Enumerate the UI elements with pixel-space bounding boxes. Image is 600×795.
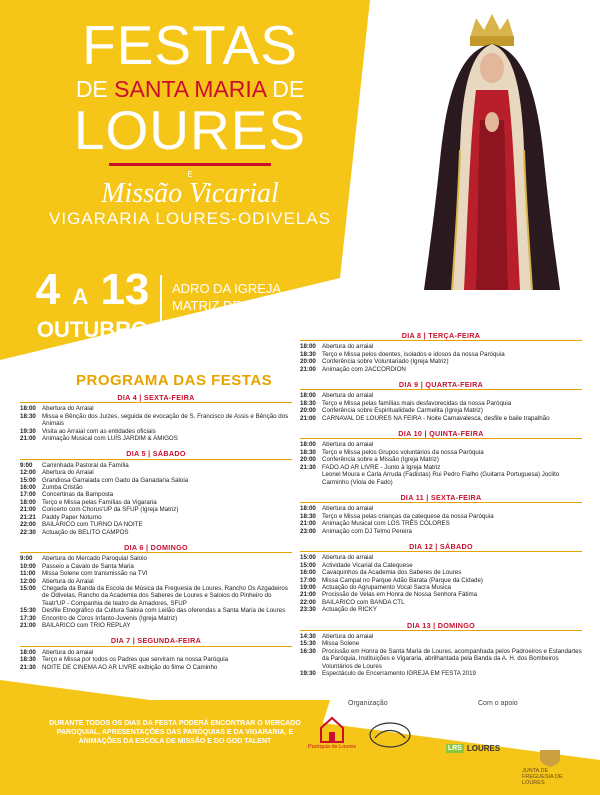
day-heading: DIA 11 | SEXTA-FEIRA: [300, 492, 582, 503]
event-description: Leonel Moura e Carla Arruda (Fadistas) Rui Pedro Fialho (Guitarra Portuguesa) Joclito Carminho (Viola de Fado): [322, 471, 560, 486]
event-description: FADO AO AR LIVRE - Junto à Igreja Matriz: [322, 463, 441, 471]
day-block: [300, 379, 582, 422]
event-description: Passeio a Cavalo de Santa Maria: [42, 562, 134, 570]
event-row: [300, 471, 582, 486]
event-time: 18:30: [20, 656, 36, 664]
event-description: Actuação de RICKY: [322, 606, 378, 614]
event-description: Paddy Paper Noturno: [42, 513, 102, 521]
event-description: Procissão de Velas em Honra de Nossa Senhora Fátima: [322, 591, 478, 599]
event-time: 22:00: [300, 598, 316, 606]
event-time: 18:30: [300, 448, 316, 456]
event-row: [20, 664, 292, 671]
event-time: 20:00: [300, 407, 316, 415]
day-heading: DIA 9 | QUARTA-FEIRA: [300, 379, 582, 390]
event-time: 21:00: [20, 435, 36, 443]
event-time: 18:00: [20, 405, 36, 413]
event-description: Caminhada Pastoral da Família: [42, 461, 129, 469]
event-description: Animação com 2ACCORDION: [322, 365, 406, 373]
event-time: 21:00: [300, 365, 316, 373]
event-time: 18:00: [300, 392, 316, 400]
event-description: Conferência sobre a Missão (Igreja Matriz): [322, 456, 439, 464]
event-description: Terço e Missa pelas Famílias da Vigararia: [42, 498, 157, 506]
event-row: [20, 405, 292, 412]
event-row: [20, 428, 292, 435]
event-description: Animação Musical com LUÍS JARDIM & AMIGOS: [42, 435, 178, 443]
event-description: Missa Campal no Parque Adão Barata (Parque da Cidade): [322, 576, 483, 584]
event-description: Terço e Missa pelos Grupos voluntários da nossa Paróquia: [322, 448, 484, 456]
event-row: [300, 640, 582, 647]
event-time: 18:30: [300, 399, 316, 407]
event-description: Abertura do arraial: [42, 648, 94, 656]
event-description: Zumba Cristão: [42, 484, 83, 492]
event-time: 23:30: [300, 606, 316, 614]
event-row: [300, 670, 582, 677]
event-row: [20, 521, 292, 528]
event-time: 12:00: [20, 577, 36, 585]
event-row: [20, 649, 292, 656]
title-festas: FESTAS: [82, 14, 298, 76]
event-time: [300, 471, 322, 486]
event-row: [20, 499, 292, 506]
event-description: Abertura do arraial: [322, 392, 374, 400]
day-heading: DIA 12 | SÁBADO: [300, 541, 582, 552]
event-description: Animação Musical com LOS TRÊS COLORES: [322, 520, 450, 528]
event-time: 22:00: [20, 521, 36, 529]
event-row: [300, 407, 582, 414]
day-block: [20, 392, 292, 442]
event-description: Abertura do Mercado Paroquial Saloio: [42, 555, 147, 563]
event-row: [300, 400, 582, 407]
day-block: [20, 448, 292, 535]
event-time: 21:21: [20, 513, 36, 521]
event-time: 18:00: [300, 505, 316, 513]
event-description: Concertinas da Bamposta: [42, 491, 114, 499]
title-santa-maria: DE SANTA MARIA DE: [75, 76, 305, 102]
event-description: Chegada da Banda da Escola de Música da Freguesia de Loures, Rancho Os Azgadeiros de Odivelas, Rancho da Academia dos Saberes de Loures e Saloios do Pinheiro do Teatr'UP - Companhia de teatro de Amadores, SFUP: [42, 584, 288, 607]
event-row: [300, 449, 582, 456]
event-time: 22:30: [20, 528, 36, 536]
event-row: [300, 569, 582, 576]
santa-maria-statue-image: [418, 10, 566, 295]
event-time: 20:00: [300, 358, 316, 366]
event-time: 21:30: [300, 463, 316, 471]
event-row: [20, 491, 292, 498]
event-time: 21:00: [300, 591, 316, 599]
day-block: [300, 620, 582, 678]
event-time: 9:00: [20, 461, 33, 469]
event-description: Animação com DJ Telmo Pereira: [322, 527, 412, 535]
event-time: 19:00: [300, 583, 316, 591]
day-block: [20, 542, 292, 629]
event-description: Conferência sobre Espiritualidade Carmelita (Igreja Matriz): [322, 407, 483, 415]
event-time: 18:00: [300, 441, 316, 449]
event-description: Abertura do arraial: [322, 554, 374, 562]
event-time: 20:00: [300, 456, 316, 464]
event-time: 16:30: [300, 647, 316, 655]
day-block: [300, 330, 582, 373]
event-row: [300, 351, 582, 358]
event-row: [300, 528, 582, 535]
event-title: [40, 14, 340, 229]
event-time: 12:00: [20, 469, 36, 477]
event-row: [20, 656, 292, 663]
event-row: [300, 456, 582, 463]
event-description: Terço e Missa pelas famílias mais desfavorecidas da nossa Paróquia: [322, 399, 512, 407]
logo-loures: LRS LOURES: [447, 744, 501, 753]
event-row: [20, 413, 292, 428]
event-row: [300, 520, 582, 527]
event-description: Actuação do Agrupamento Vocal Sacra Musica: [322, 583, 451, 591]
day-heading: DIA 13 | DOMINGO: [300, 620, 582, 631]
event-description: Terço e Missa por todos os Padres que serviram na nossa Paróquia: [42, 656, 229, 664]
event-description: Conferência sobre Voluntariado (Igreja Matriz): [322, 358, 449, 366]
event-time: 16:00: [300, 569, 316, 577]
event-description: Abertura do arraial: [322, 505, 374, 513]
event-row: [300, 358, 582, 365]
event-time: 18:30: [300, 350, 316, 358]
event-description: Abertura do arraial: [322, 441, 374, 449]
event-time: 17:30: [20, 614, 36, 622]
event-row: [20, 570, 292, 577]
footer-note: DURANTE TODOS OS DIAS DA FESTA PODERÁ ENCONTRAR O MERCADO PAROQUIAL, APRESENTAÇÕES DAS PARÓQUIAS E DA VIGARARIA, E ANIMAÇÕES DA ESCOLA DE MISSÃO E DO GOD TALENT: [49, 720, 301, 745]
program-right-column: [300, 330, 582, 683]
event-description: CARNAVAL DE LOURES NA FEIRA - Noite Carnavalesca, desfile e baile trapalhão: [322, 414, 550, 422]
event-time: 15:30: [300, 640, 316, 648]
date-divider: [160, 275, 162, 331]
event-description: Missa Solene com transmissão na TVI: [42, 570, 148, 578]
event-time: 10:00: [20, 562, 36, 570]
event-row: [20, 477, 292, 484]
event-description: NOITE DE CINEMA AO AR LIVRE exibição do filme O Caminho: [42, 663, 218, 671]
event-description: BAILARICO com BANDA CTL: [322, 598, 405, 606]
support-label: Com o apoio: [478, 700, 518, 707]
event-time: 9:00: [20, 555, 33, 563]
event-description: BAILARICO com TURNO DA NOITE: [42, 521, 143, 529]
title-missao-vicarial: Missão Vicarial: [101, 178, 279, 209]
lrs-badge-icon: LRS: [447, 745, 462, 752]
event-description: Encontro de Coros Infanto-Juvenis (Igreja Matriz): [42, 614, 178, 622]
event-description: BAILARICO com TRIO REPLAY: [42, 621, 131, 629]
event-row: [300, 633, 582, 640]
event-description: Abertura do Arraial: [42, 405, 94, 413]
event-place: ADRO DA IGREJA MATRIZ DE LOURES: [172, 281, 299, 313]
event-time: 18:30: [20, 412, 36, 420]
event-time: 16:00: [20, 484, 36, 492]
event-row: [20, 529, 292, 536]
day-heading: DIA 10 | QUINTA-FEIRA: [300, 428, 582, 439]
day-block: [300, 541, 582, 614]
event-row: [300, 591, 582, 598]
logo-vigararia: [364, 720, 416, 750]
event-row: [20, 607, 292, 614]
logo-junta-freguesia: JUNTA DE FREGUESIA DE LOURES: [522, 748, 578, 786]
event-row: [300, 584, 582, 591]
program-left-column: [20, 392, 292, 677]
event-row: [20, 615, 292, 622]
event-description: Cavaquinhos da Academia dos Saberes de Loures: [322, 569, 462, 577]
event-time: 18:00: [20, 498, 36, 506]
event-dates: 4 A 13 OUTUBRO: [35, 265, 150, 342]
event-row: [300, 513, 582, 520]
event-row: [300, 366, 582, 373]
event-time: 18:00: [20, 648, 36, 656]
organization-label: Organização: [348, 700, 388, 707]
title-conjunction: E: [187, 170, 193, 179]
event-time: 17:00: [20, 491, 36, 499]
event-time: 15:00: [20, 476, 36, 484]
event-description: Missa Solene: [322, 640, 360, 648]
event-description: Abertura do arraial: [322, 633, 374, 640]
event-time: 21:00: [20, 621, 36, 629]
event-description: Grandiosa Garraiada com Gado da Ganadaria Saloia: [42, 476, 189, 484]
event-description: Terço e Missa pelos doentes, isolados e idosos da nossa Paróquia: [322, 350, 505, 358]
day-heading: DIA 6 | DOMINGO: [20, 542, 292, 553]
event-time: 14:30: [300, 633, 316, 640]
event-description: Actuação de BELITO CAMPOS: [42, 528, 129, 536]
title-loures: LOURES: [73, 99, 307, 161]
day-block: [20, 635, 292, 671]
title-vigararia: VIGARARIA LOURES-ODIVELAS: [49, 209, 331, 228]
event-row: [20, 563, 292, 570]
event-row: [300, 415, 582, 422]
day-heading: DIA 4 | SEXTA-FEIRA: [20, 392, 292, 403]
event-time: 19:30: [300, 670, 316, 678]
divider: [109, 163, 271, 166]
event-row: [300, 343, 582, 350]
event-time: 11:00: [20, 570, 36, 578]
vigararia-emblem-icon: [367, 720, 413, 750]
event-row: [20, 578, 292, 585]
event-time: 21:00: [20, 506, 36, 514]
event-time: 15:30: [20, 607, 36, 615]
event-description: Desfile Etnográfico da Cultura Saloia com Leilão das oferendas a Santa Maria de Loures: [42, 607, 286, 615]
event-row: [300, 648, 582, 670]
event-description: Abertura do Arraial: [42, 469, 94, 477]
event-description: Espectáculo de Encerramento IGREJA EM FESTA 2019: [322, 670, 476, 678]
event-time: 15:00: [300, 554, 316, 562]
event-row: [20, 435, 292, 442]
event-row: [20, 555, 292, 562]
event-time: 15:00: [300, 561, 316, 569]
event-row: [20, 484, 292, 491]
event-row: [300, 392, 582, 399]
event-time: 21:30: [20, 663, 36, 671]
event-row: [300, 577, 582, 584]
event-description: Missa e Bênção dos Juízes, seguida de evocação de S. Francisco de Assis e Bênção dos Animais: [42, 412, 289, 428]
event-row: [300, 464, 582, 471]
day-block: [300, 428, 582, 486]
event-row: [300, 554, 582, 561]
event-row: [20, 514, 292, 521]
event-row: [20, 585, 292, 607]
event-description: Abertura do Arraial: [42, 577, 94, 585]
event-description: Procissão em Honra de Santa Maria de Loures, acompanhada pelos Padroeiros e Estandartes da Paróquia, Instituições e Vigararia, abrilhantada pela Banda da A. H. dos Bombeiros Voluntários de Loures: [322, 647, 582, 670]
event-time: 18:00: [300, 343, 316, 351]
logo-paroquia: Paróquia de Loures: [304, 714, 360, 750]
event-time: 23:00: [300, 527, 316, 535]
event-row: [300, 441, 582, 448]
event-row: [300, 562, 582, 569]
event-time: 15:00: [20, 584, 36, 592]
event-time: 21:00: [300, 520, 316, 528]
event-row: [20, 469, 292, 476]
event-time: 17:00: [300, 576, 316, 584]
event-row: [20, 462, 292, 469]
event-time: 21:00: [300, 414, 316, 422]
event-row: [300, 505, 582, 512]
event-row: [300, 599, 582, 606]
coat-of-arms-icon: [537, 748, 563, 768]
event-description: Terço e Missa pelas crianças da catequese da nossa Paróquia: [322, 512, 494, 520]
day-heading: DIA 7 | SEGUNDA-FEIRA: [20, 635, 292, 646]
event-row: [20, 506, 292, 513]
event-row: [300, 606, 582, 613]
event-row: [20, 622, 292, 629]
church-icon: [317, 714, 347, 744]
event-description: Abertura do arraial: [322, 343, 374, 351]
day-block: [300, 492, 582, 535]
program-title: PROGRAMA DAS FESTAS: [76, 372, 273, 389]
event-description: Concerto com Chorus'UP da SFUP (Igreja Matriz): [42, 506, 179, 514]
day-heading: DIA 8 | TERÇA-FEIRA: [300, 330, 582, 341]
event-description: Visita ao Arraial com as entidades oficiais: [42, 427, 156, 435]
event-time: 19:30: [20, 427, 36, 435]
event-time: 18:30: [300, 512, 316, 520]
event-description: Actividade Vicarial da Catequese: [322, 561, 413, 569]
day-heading: DIA 5 | SÁBADO: [20, 448, 292, 459]
